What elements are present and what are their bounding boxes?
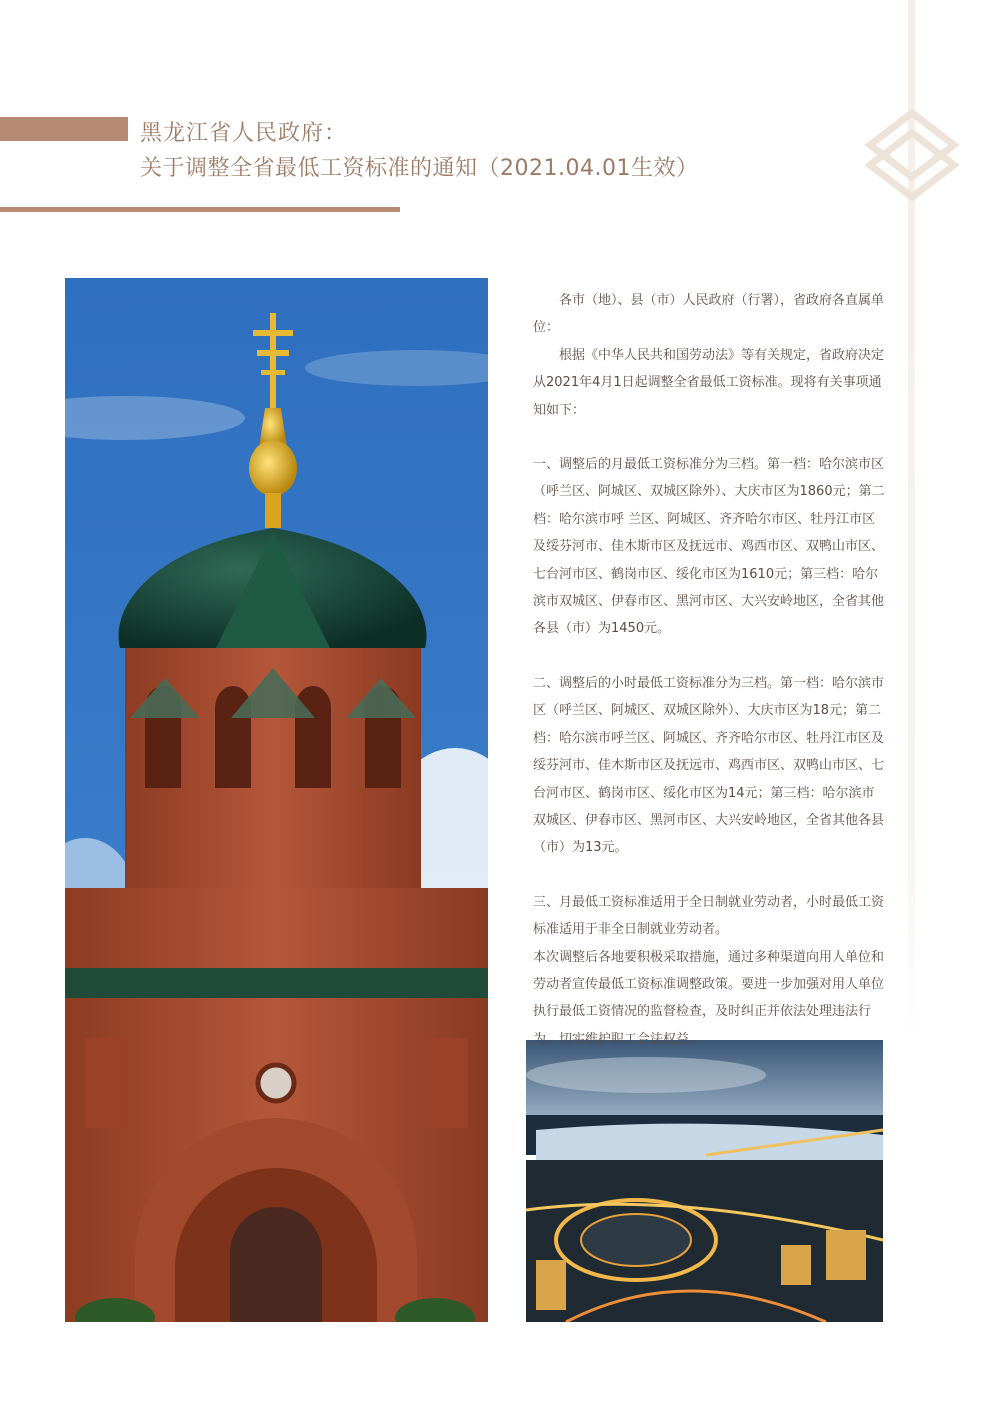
item-2-paragraph: 二、调整后的小时最低工资标准分为三档。第一档：哈尔滨市区（呼兰区、阿城区、双城区除外）、大庆市区为18元；第二档：哈尔滨市呼兰区、阿城区、齐齐哈尔市区、牡丹江市区及绥芬河市、佳木斯市区及抚远市、鸡西市区、双鸭山市区、七台河市区、鹤岗市区、绥化市区为14元；第三档：哈尔滨市双城区、伊春市区、黑河市区、大兴安岭地区，全省其他各县（市）为13元。: [533, 675, 885, 856]
cathedral-photo: [65, 278, 488, 1322]
item-3-paragraph: 三、月最低工资标准适用于全日制就业劳动者，小时最低工资标准适用于非全日制就业劳动者。: [533, 894, 885, 938]
intro-paragraph: 根据《中华人民共和国劳动法》等有关规定，省政府决定从2021年4月1日起调整全省最低工资标准。现将有关事项通知如下：: [533, 347, 885, 418]
page-title-line2: 关于调整全省最低工资标准的通知（2021.04.01生效）: [140, 156, 699, 181]
city-night-photo: [526, 1040, 883, 1322]
page-title-line1: 黑龙江省人民政府：: [140, 121, 348, 146]
title-underline: [0, 207, 400, 212]
notice-body: [533, 287, 885, 1053]
diamond-logo-icon: [862, 105, 962, 205]
salutation: 各市（地）、县（市）人民政府（行署），省政府各直属单位：: [533, 293, 885, 336]
closing-paragraph: 本次调整后各地要积极采取措施，通过多种渠道向用人单位和劳动者宣传最低工资标准调整政策。要进一步加强对用人单位执行最低工资情况的监督检查，及时纠正并依法处理违法行为，切实维护职工合法权益。: [533, 949, 885, 1047]
title-accent-bar: [0, 117, 128, 141]
item-1-paragraph: 一、调整后的月最低工资标准分为三档。第一档：哈尔滨市区（呼兰区、阿城区、双城区除外）、大庆市区为1860元；第二档：哈尔滨市呼 兰区、阿城区、齐齐哈尔市区、牡丹江市区及绥芬河市、佳木斯市区及抚远市、鸡西市区、双鸭山市区、七台河市区、鹤岗市区、绥化市区为1610元；第三档：哈尔滨市双城区、伊春市区、黑河市区、大兴安岭地区，全省其他各县（市）为1450元。: [533, 457, 885, 637]
